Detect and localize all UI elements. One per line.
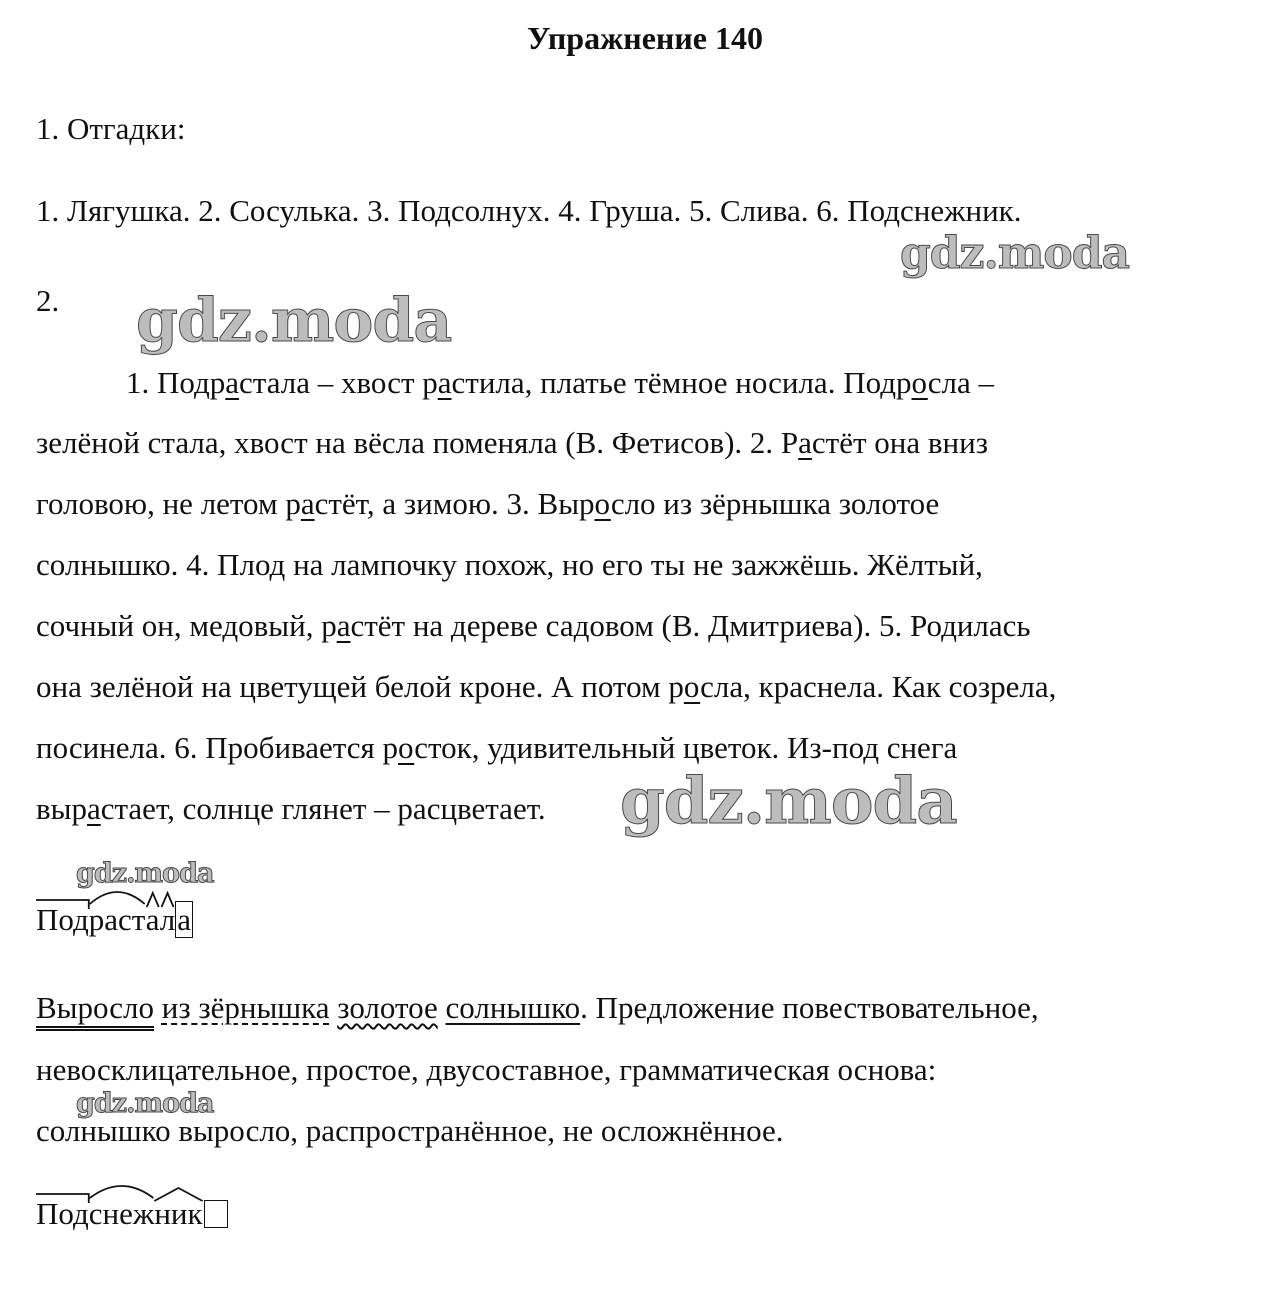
section1-label: 1. Отгадки: [36,111,186,146]
riddle-line: она зелёной на цветущей белой кроне. А потом росла, краснела. Как созрела, [36,669,1057,704]
suffix: л [159,902,176,937]
sentence-analysis: Выросло из зёрнышка золотое солнышко. Предложение повествовательное, [36,990,1039,1026]
riddle-line: солнышко. 4. Плод на лампочку похож, но его ты не зажжёшь. Жёлтый, [36,547,983,582]
riddle-line: 1. Подрастала – хвост растила, платье тёмное носила. Подросла – [126,365,994,400]
watermark: gdz.moda [900,228,1130,279]
prefix: Под [36,902,89,937]
section2-label: 2. [36,283,60,318]
prefix-mark [36,900,89,909]
suffix-mark [147,893,159,907]
subject: солнышко [445,990,581,1025]
riddle-line: посинела. 6. Пробивается росток, удивительный цветок. Из-под снега [36,730,958,765]
riddle-line: вырастает, солнце глянет – расцветает. [36,791,546,826]
ending: а [177,902,192,937]
watermark: gdz.moda [76,858,214,889]
prefix: Под [36,1196,89,1231]
root: снеж [88,1196,155,1231]
object: из зёрнышка [161,990,330,1025]
watermark: gdz.moda [620,764,957,839]
riddle-line: зелёной стала, хвост на вёсла поменяла (В. Фетисов). 2. Растёт она вниз [36,425,988,460]
sentence-analysis-line: солнышко выросло, распространённое, не осложнённое. [36,1113,784,1148]
suffix-mark [154,1188,202,1201]
watermark: gdz.moda [76,1088,214,1119]
riddle-line: сочный он, медовый, растёт на дереве садовом (В. Дмитриева). 5. Родилась [36,608,1031,643]
watermark: gdz.moda [136,286,452,356]
prefix-mark [36,1194,89,1203]
root-arc [90,892,145,904]
root: раст [88,902,146,937]
suffix: а [145,902,160,937]
suffix: ник [154,1196,203,1231]
predicate: Выросло [36,990,154,1031]
exercise-title: Упражнение 140 [526,20,763,56]
root-arc [90,1186,154,1198]
riddle-answers: 1. Лягушка. 2. Сосулька. 3. Подсолнух. 4. Груша. 5. Слива. 6. Подснежник. [36,193,1022,228]
attribute: золотое [337,990,438,1025]
riddle-line: головою, не летом растёт, а зимою. 3. Выросло из зёрнышка золотое [36,486,940,521]
suffix-mark [162,893,174,907]
sentence-analysis-line: невосклицательное, простое, двусоставное, грамматическая основа: [36,1052,937,1087]
